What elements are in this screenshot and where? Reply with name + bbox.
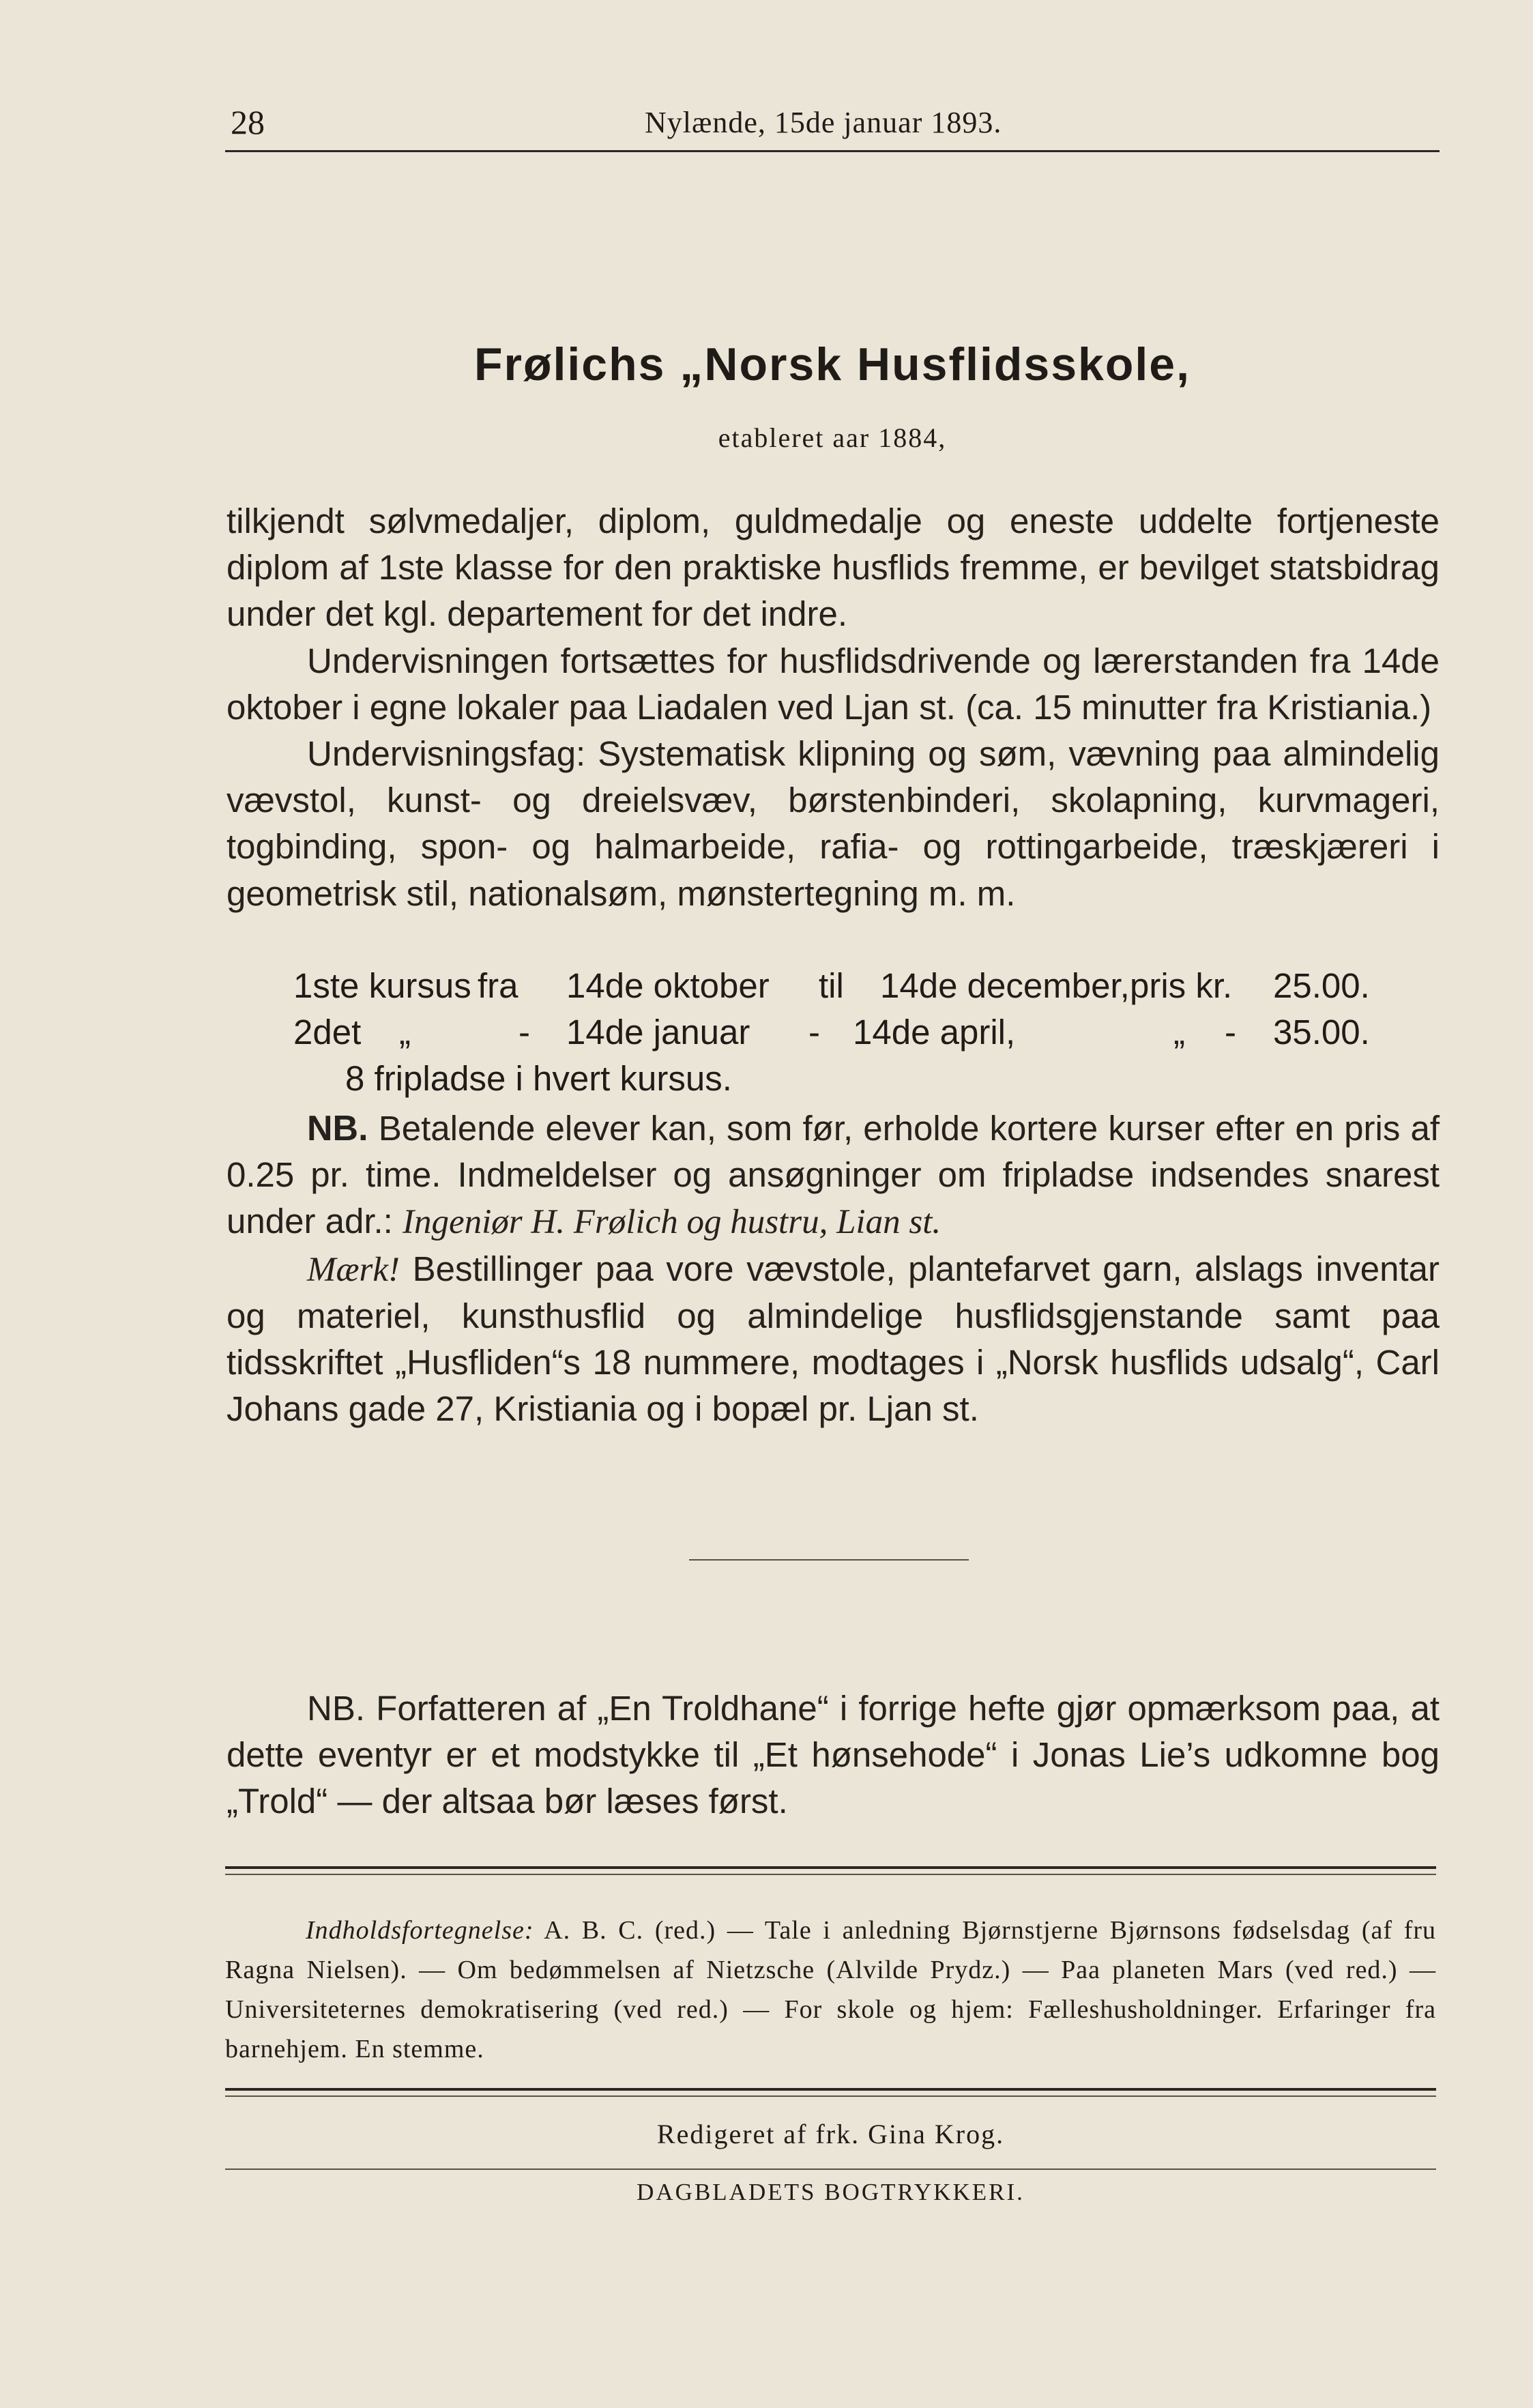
running-title: Nylænde, 15de januar 1893.: [645, 106, 1002, 139]
nb-paragraph: [227, 1105, 1440, 1246]
note-label: NB.: [307, 1689, 366, 1728]
contents-text: A. B. C. (red.) — Tale i anledning Bjørnstjerne Bjørnsons fødselsdag (af fru Ragna Nielsen). — Om bedømmelsen af Nietzsche (Alvilde Prydz.) — Paa planeten Mars (ved red.) — Universiteternes demokratisering (ved red.) — For skole og hjem: Fælleshusholdninger. Erfaringer fra barnehjem. En stemme.: [225, 1916, 1437, 2063]
page-number: 28: [231, 103, 265, 141]
advertisement-paragraph: Undervisningen fortsættes for husflidsdrivende og lærerstanden fra 14de oktober i egne lokaler paa Liadalen ved Ljan st. (ca. 15 minutter fra Kristiania.): [227, 641, 1440, 727]
contents-label: Indholdsfortegnelse:: [306, 1916, 534, 1945]
advertisement-paragraph: Undervisningsfag: Systematisk klipning og søm, vævning paa almindelig vævstol, kunst- og dreielsvæv, børstenbinderi, skolapning, kurvmageri, togbinding, spon- og halmarbeide, rafia- og rottingarbeide, træskjæreri i geometrisk stil, nationalsøm, mønstertegning m. m.: [227, 734, 1440, 913]
section-divider: [689, 1559, 969, 1561]
nb-text: Betalende elever kan, som før, erholde kortere kurser efter en pris af 0.25 pr. time. Indmeldelser og ansøgninger om fripladse indsendes snarest under adr.:: [227, 1109, 1440, 1241]
course-start: 14de januar: [566, 1013, 750, 1051]
advertisement-title: Frølichs „Norsk Husflidsskole,: [473, 338, 1191, 390]
course-word: -: [808, 1013, 820, 1051]
course-price-word: pris kr.: [1130, 966, 1233, 1005]
running-header: [225, 96, 1440, 152]
course-label: 1ste kursus: [293, 966, 471, 1005]
free-places: 8 fripladse i hvert kursus.: [345, 1059, 732, 1098]
course-word: fra: [478, 966, 519, 1005]
course-word: „: [399, 1013, 411, 1051]
contents-paragraph: [225, 1911, 1436, 2069]
advertisement-notes: [227, 1105, 1440, 1432]
rule: [225, 1874, 1436, 1875]
address: Ingeniør H. Frølich og hustru, Lian st.: [403, 1203, 941, 1242]
course-end: 14de december,: [880, 966, 1130, 1005]
note-paragraph: [227, 1685, 1440, 1825]
printer-line: DAGBLADETS BOGTRYKKERI.: [637, 2179, 1025, 2205]
table-of-contents: [225, 1911, 1436, 2069]
course-label: 2det: [293, 1013, 362, 1051]
course-word: -: [1225, 1013, 1236, 1051]
course-word: til: [819, 966, 844, 1005]
course-price: 35.00.: [1273, 1013, 1370, 1051]
advertisement-body: [227, 498, 1440, 917]
course-end: 14de april,: [853, 1013, 1016, 1051]
mark-text: Bestillinger paa vore vævstole, plantefarvet garn, alslags inventar og materiel, kunsthusflid og almindelige husflidsgjenstande samt paa tidsskriftet „Husfliden“s 18 nummere, modtages i „Norsk husflids udsalg“, Carl Johans gade 27, Kristiania og i bopæl pr. Ljan st.: [227, 1249, 1440, 1429]
nb-label: NB.: [307, 1109, 368, 1148]
advertisement-paragraph: tilkjendt sølvmedaljer, diplom, guldmedalje og eneste uddelte fortjeneste diplom af 1ste klasse for den praktiske husflids fremme, er bevilget statsbidrag under det kgl. departement for det indre.: [227, 502, 1440, 634]
rule: [225, 2168, 1436, 2170]
rule: [225, 2088, 1436, 2091]
course-start: 14de oktober: [566, 966, 770, 1005]
course-price: 25.00.: [1273, 966, 1370, 1005]
note-text: Forfatteren af „En Troldhane“ i forrige hefte gjør opmærksom paa, at dette eventyr er et modstykke til „Et hønsehode“ i Jonas Lie’s udkomne bog „Trold“ — der altsaa bør læses først.: [227, 1689, 1440, 1821]
mark-label: Mærk!: [307, 1250, 400, 1289]
editorial-note: [227, 1685, 1440, 1825]
rule: [225, 2095, 1436, 2097]
course-word: -: [519, 1013, 530, 1051]
mark-paragraph: [227, 1246, 1440, 1433]
course-price-word: „: [1173, 1013, 1185, 1051]
rule: [225, 1866, 1436, 1869]
advertisement-subtitle: etableret aar 1884,: [718, 422, 947, 453]
editor-line: Redigeret af frk. Gina Krog.: [656, 2119, 1005, 2149]
